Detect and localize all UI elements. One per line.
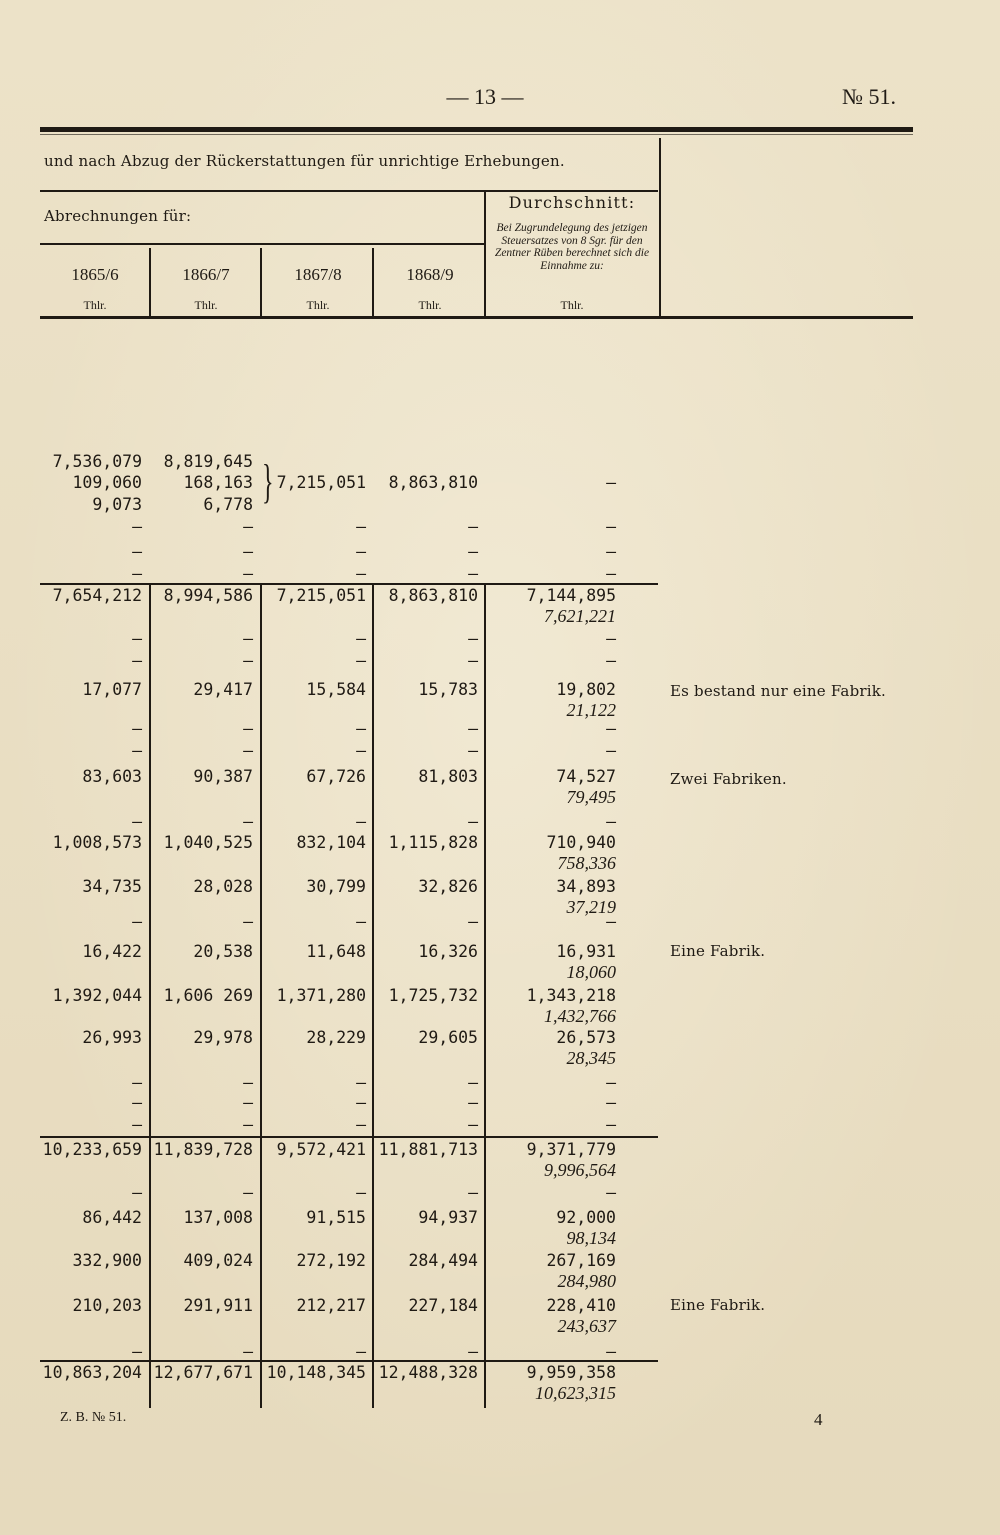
table-cell: —: [606, 629, 616, 648]
columns-heading: Abrechnungen für:: [44, 207, 192, 225]
table-cell: 210,203: [72, 1296, 142, 1315]
table-cell: 86,442: [82, 1208, 142, 1227]
table-cell: —: [468, 542, 478, 561]
table-cell-average-new-rate: 758,336: [557, 853, 616, 873]
table-cell: —: [243, 912, 253, 931]
head-vrule-2: [260, 248, 262, 316]
table-cell: —: [468, 517, 478, 536]
table-cell: —: [468, 1093, 478, 1112]
table-cell: —: [468, 741, 478, 760]
table-cell: —: [243, 719, 253, 738]
table-cell: —: [606, 1342, 616, 1361]
table-cell: 29,417: [193, 680, 253, 699]
table-cell: —: [356, 1093, 366, 1112]
table-cell: 227,184: [408, 1296, 478, 1315]
footer-left: Z. B. № 51.: [60, 1410, 127, 1425]
table-cell: —: [356, 1073, 366, 1092]
table-cell: —: [132, 629, 142, 648]
table-cell: 168,163: [183, 473, 253, 492]
table-cell: 17,077: [82, 680, 142, 699]
table-cell: —: [356, 719, 366, 738]
table-cell: —: [606, 1093, 616, 1112]
unit-col4: Thlr.: [418, 298, 442, 312]
table-cell: —: [243, 517, 253, 536]
table-cell: —: [468, 651, 478, 670]
table-cell: 28,229: [306, 1028, 366, 1047]
table-cell: —: [468, 812, 478, 831]
table-cell: —: [606, 719, 616, 738]
remark-2: Zwei Fabriken.: [670, 770, 787, 788]
table-cell: 8,819,645: [163, 452, 253, 471]
table-cell: —: [132, 517, 142, 536]
remark-1: Es bestand nur eine Fabrik.: [670, 682, 886, 700]
table-cell: 7,144,895: [526, 586, 616, 605]
table-cell: 32,826: [418, 877, 478, 896]
table-cell: 15,584: [306, 680, 366, 699]
table-cell: 212,217: [296, 1296, 366, 1315]
top-rule-thin: [40, 134, 913, 135]
table-cell: 8,863,810: [388, 473, 478, 492]
table-cell: 90,387: [193, 767, 253, 786]
table-cell: —: [468, 912, 478, 931]
table-cell: 8,863,810: [388, 586, 478, 605]
table-cell: —: [356, 517, 366, 536]
heading-rule-mid: [40, 243, 484, 245]
year-1865: 1865/6: [71, 265, 119, 284]
table-cell: —: [356, 812, 366, 831]
table-cell: —: [132, 542, 142, 561]
table-cell: —: [243, 1093, 253, 1112]
head-vrule-3: [372, 248, 374, 316]
table-cell-average-new-rate: 9,996,564: [544, 1160, 616, 1180]
table-cell: 26,573: [556, 1028, 616, 1047]
table-cell: —: [356, 912, 366, 931]
unit-col1: Thlr.: [83, 298, 107, 312]
table-cell: —: [243, 651, 253, 670]
heading-rule-top: [40, 190, 658, 192]
table-cell: —: [606, 517, 616, 536]
table-cell-average-new-rate: 98,134: [566, 1228, 616, 1248]
table-cell-average-new-rate: 284,980: [557, 1271, 616, 1291]
table-cell: 9,371,779: [526, 1140, 616, 1159]
table-cell: 1,115,828: [388, 833, 478, 852]
table-cell: 16,326: [418, 942, 478, 961]
table-cell: —: [468, 1342, 478, 1361]
issue-number: № 51.: [842, 84, 896, 109]
table-cell: 7,215,051: [276, 473, 366, 492]
table-cell: 1,392,044: [52, 986, 142, 1005]
table-cell: —: [132, 1183, 142, 1202]
table-cell: —: [606, 564, 616, 583]
table-cell: —: [606, 1073, 616, 1092]
table-cell: 1,343,218: [526, 986, 616, 1005]
table-cell: —: [356, 1342, 366, 1361]
table-cell: —: [132, 912, 142, 931]
table-cell: 19,802: [556, 680, 616, 699]
table-cell: —: [243, 629, 253, 648]
table-cell: 91,515: [306, 1208, 366, 1227]
table-cell: —: [243, 1183, 253, 1202]
table-cell: 28,028: [193, 877, 253, 896]
table-cell: 74,527: [556, 767, 616, 786]
table-cell: 1,606 269: [163, 986, 253, 1005]
table-cell: —: [356, 542, 366, 561]
table-cell-average-new-rate: 37,219: [566, 897, 616, 917]
table-cell: —: [132, 1073, 142, 1092]
table-cell: 267,169: [546, 1251, 616, 1270]
table-cell: 94,937: [418, 1208, 478, 1227]
table-cell: —: [243, 1073, 253, 1092]
table-cell: 9,572,421: [276, 1140, 366, 1159]
year-1866: 1866/7: [182, 265, 230, 284]
table-cell-average-new-rate: 10,623,315: [535, 1383, 616, 1403]
table-cell: 29,605: [418, 1028, 478, 1047]
table-cell: 291,911: [183, 1296, 253, 1315]
table-cell: 228,410: [546, 1296, 616, 1315]
table-cell: —: [356, 741, 366, 760]
table-cell: —: [243, 542, 253, 561]
table-cell-average-new-rate: 28,345: [566, 1048, 616, 1068]
table-cell: 332,900: [72, 1251, 142, 1270]
table-title: und nach Abzug der Rückerstattungen für unrichtige Erhebungen.: [44, 152, 565, 170]
table-cell: —: [132, 651, 142, 670]
table-cell: 7,654,212: [52, 586, 142, 605]
table-cell: 16,931: [556, 942, 616, 961]
table-cell: 92,000: [556, 1208, 616, 1227]
table-cell: —: [132, 719, 142, 738]
year-1868: 1868/9: [406, 265, 454, 284]
unit-col2: Thlr.: [194, 298, 218, 312]
table-cell: 12,677,671: [153, 1363, 253, 1382]
brace: }: [262, 455, 274, 508]
table-cell: 6,778: [203, 495, 253, 514]
table-cell: —: [356, 629, 366, 648]
table-cell-average-new-rate: 79,495: [566, 787, 616, 807]
table-cell: 10,233,659: [42, 1140, 142, 1159]
table-cell: —: [356, 1183, 366, 1202]
head-vrule-1: [149, 248, 151, 316]
table-cell: —: [606, 812, 616, 831]
table-cell: —: [132, 1093, 142, 1112]
table-cell: 34,893: [556, 877, 616, 896]
table-cell: —: [606, 651, 616, 670]
table-cell: —: [243, 1115, 253, 1134]
table-cell: —: [606, 912, 616, 931]
table-cell: 8,994,586: [163, 586, 253, 605]
table-cell: 9,959,358: [526, 1363, 616, 1382]
table-cell: 81,803: [418, 767, 478, 786]
table-cell: 11,648: [306, 942, 366, 961]
table-cell: 409,024: [183, 1251, 253, 1270]
table-cell: 1,725,732: [388, 986, 478, 1005]
table-cell: 15,783: [418, 680, 478, 699]
table-cell: —: [132, 1115, 142, 1134]
table-cell: 10,148,345: [266, 1363, 366, 1382]
remark-4: Eine Fabrik.: [670, 1296, 766, 1314]
table-cell: —: [243, 812, 253, 831]
table-cell: —: [606, 542, 616, 561]
table-cell-average-new-rate: 243,637: [557, 1316, 616, 1336]
table-cell: —: [606, 1115, 616, 1134]
table-cell-average-new-rate: 1,432,766: [544, 1006, 616, 1026]
table-cell: 284,494: [408, 1251, 478, 1270]
table-cell: 29,978: [193, 1028, 253, 1047]
table-cell: —: [356, 1115, 366, 1134]
table-cell: —: [356, 651, 366, 670]
table-cell: —: [606, 473, 616, 492]
page-number: — 13 —: [446, 84, 524, 109]
table-cell: —: [243, 741, 253, 760]
table-cell: 34,735: [82, 877, 142, 896]
table-cell-average-new-rate: 7,621,221: [544, 606, 616, 626]
table-cell: 16,422: [82, 942, 142, 961]
table-cell: 20,538: [193, 942, 253, 961]
year-1867: 1867/8: [294, 265, 342, 284]
table-cell: —: [468, 1115, 478, 1134]
table-cell: —: [132, 812, 142, 831]
table-cell: 1,371,280: [276, 986, 366, 1005]
table-cell: 26,993: [82, 1028, 142, 1047]
table-cell: —: [132, 1342, 142, 1361]
unit-col3: Thlr.: [306, 298, 330, 312]
unit-col5: Thlr.: [560, 298, 584, 312]
table-cell: —: [606, 741, 616, 760]
table-cell: —: [468, 629, 478, 648]
table-cell: 9,073: [92, 495, 142, 514]
table-cell: 832,104: [296, 833, 366, 852]
table-cell: —: [356, 564, 366, 583]
table-cell: —: [132, 741, 142, 760]
table-cell: 11,839,728: [153, 1140, 253, 1159]
table-cell: —: [468, 1183, 478, 1202]
table-cell-average-new-rate: 21,122: [566, 700, 616, 720]
top-rule: [40, 127, 913, 132]
table-cell: —: [468, 1073, 478, 1092]
table-cell: 7,215,051: [276, 586, 366, 605]
table-cell: —: [132, 564, 142, 583]
average-heading: Durchschnitt:: [508, 193, 636, 212]
table-cell: 12,488,328: [378, 1363, 478, 1382]
table-cell: 11,881,713: [378, 1140, 478, 1159]
table-cell: 272,192: [296, 1251, 366, 1270]
table-cell: 10,863,204: [42, 1363, 142, 1382]
header-bottom-rule: [40, 316, 913, 319]
table-cell: 83,603: [82, 767, 142, 786]
table-cell: 1,008,573: [52, 833, 142, 852]
table-cell: —: [468, 719, 478, 738]
subtotal-rule-2: [40, 1136, 658, 1138]
table-cell: —: [243, 564, 253, 583]
table-cell: 7,536,079: [52, 452, 142, 471]
table-cell: 30,799: [306, 877, 366, 896]
table-cell: —: [468, 564, 478, 583]
average-note: Bei Zugrundelegung des jetzigen Steuersatzes von 8 Sgr. für den Zentner Rüben berechnet sich die Einnahme zu:: [494, 222, 650, 272]
table-cell: —: [606, 1183, 616, 1202]
table-cell: 109,060: [72, 473, 142, 492]
table-cell: —: [243, 1342, 253, 1361]
remark-3: Eine Fabrik.: [670, 942, 766, 960]
table-cell: 67,726: [306, 767, 366, 786]
table-cell: 1,040,525: [163, 833, 253, 852]
remarks-rule: [659, 138, 661, 318]
table-cell-average-new-rate: 18,060: [566, 962, 616, 982]
head-vrule-4: [484, 192, 486, 316]
footer-right: 4: [814, 1410, 823, 1429]
table-cell: 710,940: [546, 833, 616, 852]
table-cell: 137,008: [183, 1208, 253, 1227]
subtotal-rule-1: [40, 583, 658, 585]
